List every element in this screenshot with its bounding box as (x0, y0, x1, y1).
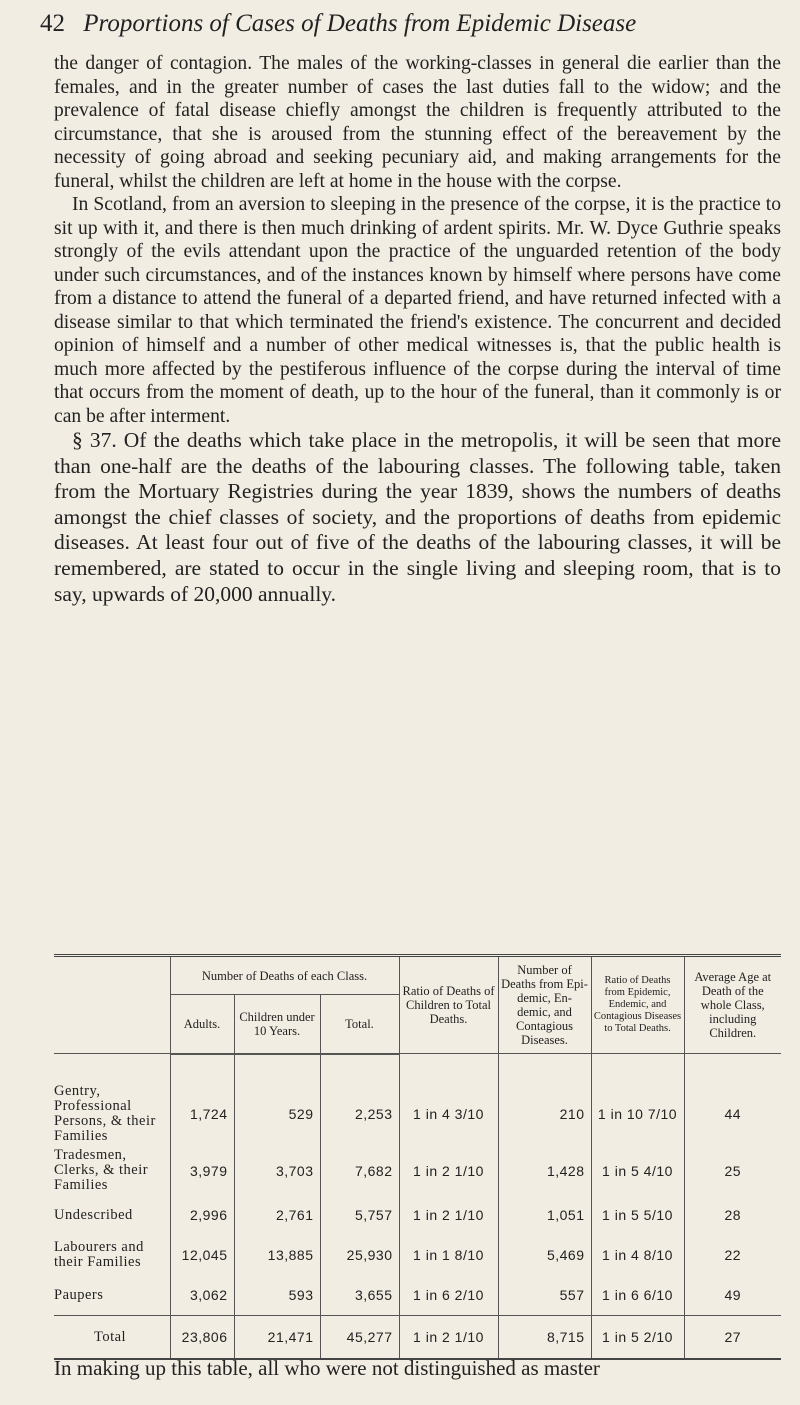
table-row (54, 1146, 781, 1195)
header-children: Children under 10 Years. (234, 995, 320, 1054)
cell-children: 529 (234, 1054, 320, 1147)
cell-ratio-children: 1 in 1 8/10 (399, 1235, 498, 1275)
row-label: Gentry, Professional Persons, & their Families (54, 1083, 156, 1144)
table-row (54, 1235, 781, 1275)
cell-ratio-children: 1 in 4 3/10 (399, 1054, 498, 1147)
header-ratio-children: Ratio of Deaths of Children to Total Deaths. (399, 956, 498, 1054)
total-total: 45,277 (320, 1316, 399, 1360)
cell-age: 49 (684, 1275, 781, 1316)
cell-age: 28 (684, 1195, 781, 1235)
cell-ratio-children: 1 in 2 1/10 (399, 1195, 498, 1235)
cell-adults: 1,724 (170, 1054, 234, 1147)
cell-adults: 12,045 (170, 1235, 234, 1275)
header-adults: Adults. (170, 995, 234, 1054)
cell-ratio-epidemic: 1 in 6 6/10 (591, 1275, 684, 1316)
mortality-table (54, 954, 781, 1360)
cell-ratio-children: 1 in 6 2/10 (399, 1275, 498, 1316)
header-ratio-epidemic: Ratio of Deaths from Epidemic, Endemic, and Contagious Diseases to Total Deaths. (591, 956, 684, 1054)
header-total: Total. (320, 995, 399, 1054)
cell-age: 44 (684, 1054, 781, 1147)
continuation-text: In making up this table, all who were not distinguished as master (54, 1356, 600, 1380)
header-group-deaths: Number of Deaths of each Class. (170, 956, 399, 995)
running-header (40, 10, 780, 38)
page-number: 42 (40, 10, 65, 37)
cell-ratio-children: 1 in 2 1/10 (399, 1146, 498, 1195)
cell-epidemic: 210 (498, 1054, 591, 1147)
row-label: Tradesmen, Clerks, & their Families (54, 1147, 149, 1193)
cell-adults: 3,979 (170, 1146, 234, 1195)
total-age: 27 (684, 1316, 781, 1360)
total-ratio-epidemic: 1 in 5 2/10 (591, 1316, 684, 1360)
body-text (54, 52, 781, 607)
total-children: 21,471 (234, 1316, 320, 1360)
cell-total: 25,930 (320, 1235, 399, 1275)
cell-adults: 2,996 (170, 1195, 234, 1235)
cell-ratio-epidemic: 1 in 10 7/10 (591, 1054, 684, 1147)
cell-children: 3,703 (234, 1146, 320, 1195)
header-number-epidemic: Number of Deaths from Epi-demic, En-demic, and Contagious Diseases. (498, 956, 591, 1054)
cell-age: 25 (684, 1146, 781, 1195)
row-label: Paupers (54, 1286, 104, 1303)
paragraph-scotland: In Scotland, from an aversion to sleeping in the presence of the corpse, it is the practice to sit up with it, and there is then much drinking of ardent spirits. Mr. W. Dyce Guthrie speaks strongly of the evils attendant upon the practice of the unguarded retention of the body under such circumstances, and of the instances known by himself where persons have come from a distance to attend the funeral of a departed friend, and have returned infected with a disease similar to that which terminated the friend's existence. The concurrent and decided opinion of himself and a number of other medical witnesses is, that the public health is much more affected by the pestiferous influence of the corpse during the interval of time that occurs from the moment of death, up to the hour of the funeral, than it commonly is or can be after interment. (54, 194, 781, 427)
total-ratio-children: 1 in 2 1/10 (399, 1316, 498, 1360)
cell-epidemic: 5,469 (498, 1235, 591, 1275)
table-row (54, 1195, 781, 1235)
table-row (54, 1054, 781, 1147)
cell-ratio-epidemic: 1 in 5 5/10 (591, 1195, 684, 1235)
cell-total: 3,655 (320, 1275, 399, 1316)
running-title: Proportions of Cases of Deaths from Epidemic Disease (83, 10, 637, 37)
cell-total: 2,253 (320, 1054, 399, 1147)
cell-children: 593 (234, 1275, 320, 1316)
total-label: Total (54, 1316, 170, 1360)
paragraph-section-37: § 37. Of the deaths which take place in the metropolis, it will be seen that more than one-half are the deaths of the labouring classes. The following table, taken from the Mortuary Registries during the year 1839, shows the numbers of deaths amongst the chief classes of society, and the proportions of deaths from epidemic diseases. At least four out of five of the deaths of the labouring classes, it will be remembered, are stated to occur in the single living and sleeping room, that is to say, upwards of 20,000 annually. (54, 428, 781, 606)
cell-children: 13,885 (234, 1235, 320, 1275)
cell-epidemic: 1,428 (498, 1146, 591, 1195)
cell-total: 7,682 (320, 1146, 399, 1195)
cell-ratio-epidemic: 1 in 5 4/10 (591, 1146, 684, 1195)
row-label: Labourers and their Families (54, 1239, 144, 1270)
total-epidemic: 8,715 (498, 1316, 591, 1360)
cell-ratio-epidemic: 1 in 4 8/10 (591, 1235, 684, 1275)
row-label: Undescribed (54, 1206, 133, 1223)
table-total-row (54, 1316, 781, 1360)
cell-age: 22 (684, 1235, 781, 1275)
cell-adults: 3,062 (170, 1275, 234, 1316)
cell-epidemic: 1,051 (498, 1195, 591, 1235)
table-row (54, 1275, 781, 1316)
total-adults: 23,806 (170, 1316, 234, 1360)
cell-children: 2,761 (234, 1195, 320, 1235)
stub-header (54, 956, 170, 1054)
paragraph-contagion: the danger of contagion. The males of the working-classes in general die earlier than the females, and in the greater number of cases the last duties fall to the widow; and the prevalence of fatal disease chiefly amongst the children is frequently attributed to the circumstance, that she is aroused from the stunning effect of the bereavement by the necessity of going abroad and seeking pecuniary aid, and making arrangements for the funeral, whilst the children are left at home in the house with the corpse. (54, 53, 781, 192)
header-average-age: Average Age at Death of the whole Class, including Children. (684, 956, 781, 1054)
cell-total: 5,757 (320, 1195, 399, 1235)
cell-epidemic: 557 (498, 1275, 591, 1316)
